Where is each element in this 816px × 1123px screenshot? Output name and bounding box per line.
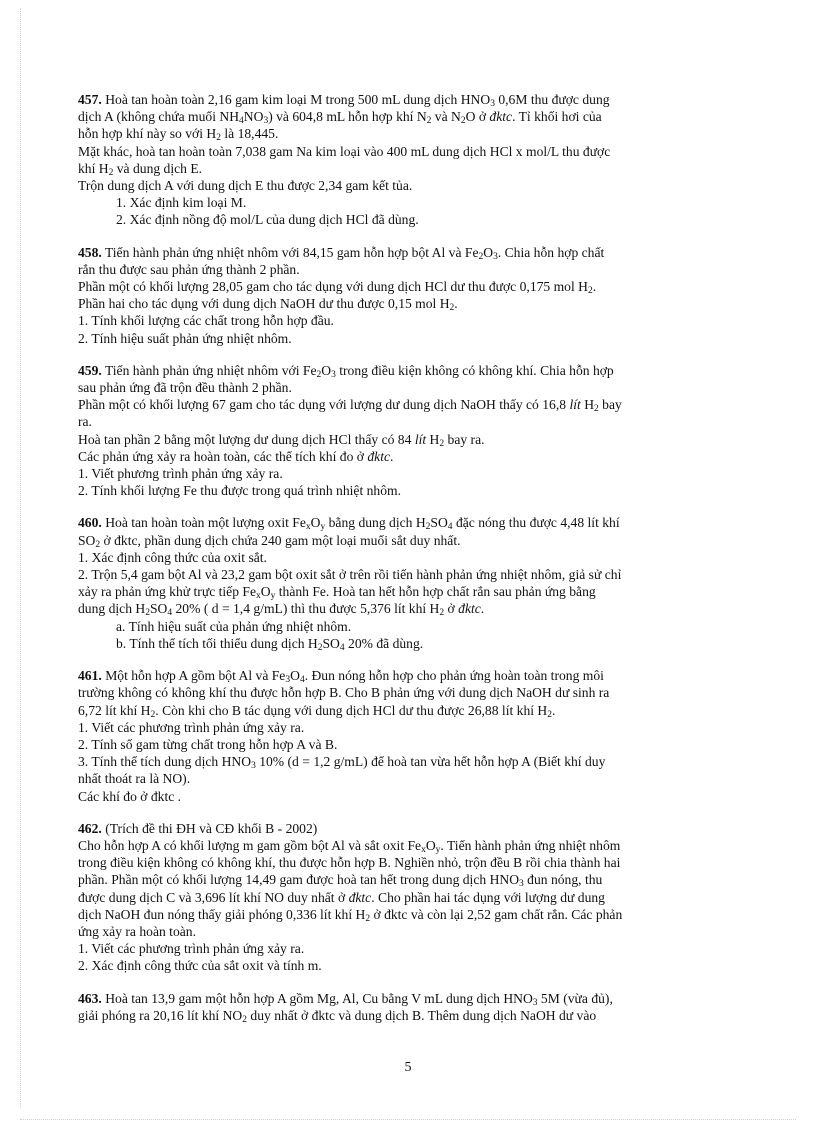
problem-line: Cho hỗn hợp A có khối lượng m gam gồm bột Al và sắt oxit $Fe_xO_y$. Tiến hành phản ứng nhiệt nhôm <box>78 837 621 855</box>
problem-line: dịch A (không chứa muối $NH_4NO_3$) và 604,8 mL hỗn hợp khí $N_2$ và $N_2O$ ở đktc. Tỉ khối hơi của <box>78 109 602 127</box>
problem-line: 457. Hoà tan hoàn toàn 2,16 gam kim loại M trong 500 mL dung dịch $HNO_3$ 0,6M thu được dung <box>78 92 610 109</box>
problem-462 <box>78 820 681 975</box>
problem-line: 2. Tính hiệu suất phản ứng nhiệt nhôm. <box>78 330 292 346</box>
problem-list <box>78 91 681 1039</box>
problem-line: được dung dịch C và 3,696 lít khí NO duy nhất ở đktc. Cho phần hai tác dụng với lượng dư dung <box>78 889 605 905</box>
problem-line: giải phóng ra 20,16 lít khí $NO_2$ duy nhất ở đktc và dung dịch B. Thêm dung dịch NaOH dư vào <box>78 1007 597 1025</box>
problem-number: 460. <box>78 515 102 531</box>
problem-line: ứng xảy ra hoàn toàn. <box>78 923 196 939</box>
problem-line: Phần hai cho tác dụng với dung dịch NaOH dư thu được 0,15 mol $H_2$. <box>78 296 458 314</box>
problem-line: Hoà tan phần 2 bằng một lượng dư dung dịch HCl thấy có 84 lít $H_2$ bay ra. <box>78 431 485 449</box>
problem-line: 1. Viết các phương trình phản ứng xảy ra. <box>78 719 305 735</box>
problem-line: ra. <box>78 414 92 430</box>
problem-line: trường không có không khí thu được hỗn hợp B. Cho B phản ứng với dung dịch NaOH dư sinh ra <box>78 685 610 701</box>
problem-459 <box>78 362 681 500</box>
problem-line: 3. Tính thể tích dung dịch $HNO_3$ 10% (d = 1,2 g/mL) để hoà tan vừa hết hỗn hợp A (Biết khí duy <box>78 754 606 772</box>
problem-line: b. Tính thể tích tối thiểu dung dịch $H_2SO_4$ 20% đã dùng. <box>116 635 424 653</box>
problem-line: khí $H_2$ và dung dịch E. <box>78 160 203 178</box>
problem-number: 462. <box>78 820 102 836</box>
problem-line: trong điều kiện không có không khí, thu được hỗn hợp B. Nghiền nhỏ, trộn đều B rồi chia thành hai <box>78 855 621 871</box>
problem-line: $SO_2$ ở đktc, phần dung dịch chứa 240 gam một loại muối sắt duy nhất. <box>78 532 461 550</box>
problem-number: 458. <box>78 244 102 260</box>
problem-line: Phần một có khối lượng 28,05 gam cho tác dụng với dung dịch HCl dư thu được 0,175 mol $H_2$. <box>78 279 597 297</box>
problem-line: rắn thu được sau phản ứng thành 2 phần. <box>78 261 300 277</box>
problem-number: 459. <box>78 362 102 378</box>
problem-458 <box>78 244 681 347</box>
problem-457 <box>78 91 681 229</box>
problem-line: 459. Tiến hành phản ứng nhiệt nhôm với $Fe_2O_3$ trong điều kiện không có không khí. Chia hỗn hợp <box>78 362 614 380</box>
problem-line: Các khí đo ở đktc . <box>78 788 182 804</box>
problem-line: Trộn dung dịch A với dung dịch E thu được 2,34 gam kết tủa. <box>78 178 413 194</box>
problem-463 <box>78 990 681 1024</box>
problem-461 <box>78 667 681 805</box>
problem-line: dịch NaOH đun nóng thấy giải phóng 0,336 lít khí $H_2$ ở đktc và còn lại 2,52 gam chất rắn. Các phản <box>78 906 623 924</box>
problem-line: 2. Trộn 5,4 gam bột Al và 23,2 gam bột oxit sắt ở trên rồi tiến hành phản ứng nhiệt nhôm, giả sử chỉ <box>78 567 622 583</box>
problem-line: 463. Hoà tan 13,9 gam một hỗn hợp A gồm Mg, Al, Cu bằng V mL dung dịch $HNO_3$ 5M (vừa đủ), <box>78 990 613 1008</box>
problem-line: 2. Xác định công thức của sắt oxit và tính m. <box>78 958 322 974</box>
problem-number: 461. <box>78 668 102 684</box>
problem-line: 2. Tính khối lượng Fe thu được trong quá trình nhiệt nhôm. <box>78 483 401 499</box>
problem-line: xảy ra phản ứng khử trực tiếp $Fe_xO_y$ thành Fe. Hoà tan hết hỗn hợp chất rắn sau phản ứng bằng <box>78 584 596 602</box>
page-number: 5 <box>404 1060 412 1075</box>
problem-line: Phần một có khối lượng 67 gam cho tác dụng với lượng dư dung dịch NaOH thấy có 16,8 lít $H_2$ bay <box>78 397 622 415</box>
problem-line: nhất thoát ra là NO). <box>78 771 191 787</box>
problem-line: 458. Tiến hành phản ứng nhiệt nhôm với 84,15 gam hỗn hợp bột Al và $Fe_2O_3$. Chia hỗn hợp chất <box>78 244 605 262</box>
problem-line: sau phản ứng đã trộn đều thành 2 phần. <box>78 380 292 396</box>
problem-line: 1. Tính khối lượng các chất trong hỗn hợp đầu. <box>78 313 334 329</box>
problem-line: dung dịch $H_2SO_4$ 20% ( d = 1,4 g/mL) thì thu được 5,376 lít khí $H_2$ ở đktc. <box>78 601 485 619</box>
problem-line: 2. Tính số gam từng chất trong hỗn hợp A và B. <box>78 736 338 752</box>
problem-line: 461. Một hỗn hợp A gồm bột Al và $Fe_3O_4$. Đun nóng hỗn hợp cho phản ứng hoàn toàn trong môi <box>78 668 604 686</box>
problem-line: Các phản ứng xảy ra hoàn toàn, các thể tích khí đo ở đktc. <box>78 448 394 464</box>
problem-line: 1. Viết các phương trình phản ứng xảy ra. <box>78 941 305 957</box>
problem-line: 460. Hoà tan hoàn toàn một lượng oxit $Fe_xO_y$ bằng dung dịch $H_2SO_4$ đặc nóng thu được 4,48 lít khí <box>78 515 620 533</box>
problem-line: 1. Viết phương trình phản ứng xảy ra. <box>78 466 283 482</box>
problem-line: 462. (Trích đề thi ĐH và CĐ khối B - 2002) <box>78 820 318 836</box>
problem-number: 463. <box>78 990 102 1006</box>
problem-line: phần. Phần một có khối lượng 14,49 gam được hoà tan hết trong dung dịch $HNO_3$ đun nóng, thu <box>78 872 603 890</box>
problem-number: 457. <box>78 92 102 107</box>
problem-line: a. Tính hiệu suất của phản ứng nhiệt nhôm. <box>116 618 352 634</box>
page-border-left <box>20 8 22 1108</box>
problem-460 <box>78 514 681 652</box>
problem-line: 1. Xác định công thức của oxit sắt. <box>78 549 267 565</box>
problem-line: 1. Xác định kim loại M. <box>116 195 247 211</box>
problem-line: 6,72 lít khí $H_2$. Còn khi cho B tác dụng với dung dịch HCl dư thu được 26,88 lít khí $H_2$. <box>78 702 556 720</box>
page-border-bottom <box>20 1119 796 1121</box>
problem-line: Mặt khác, hoà tan hoàn toàn 7,038 gam Na kim loại vào 400 mL dung dịch HCl x mol/L thu được <box>78 143 611 159</box>
problem-line: 2. Xác định nồng độ mol/L của dung dịch HCl đã dùng. <box>116 212 419 228</box>
problem-line: hỗn hợp khí này so với $H_2$ là 18,445. <box>78 126 279 144</box>
